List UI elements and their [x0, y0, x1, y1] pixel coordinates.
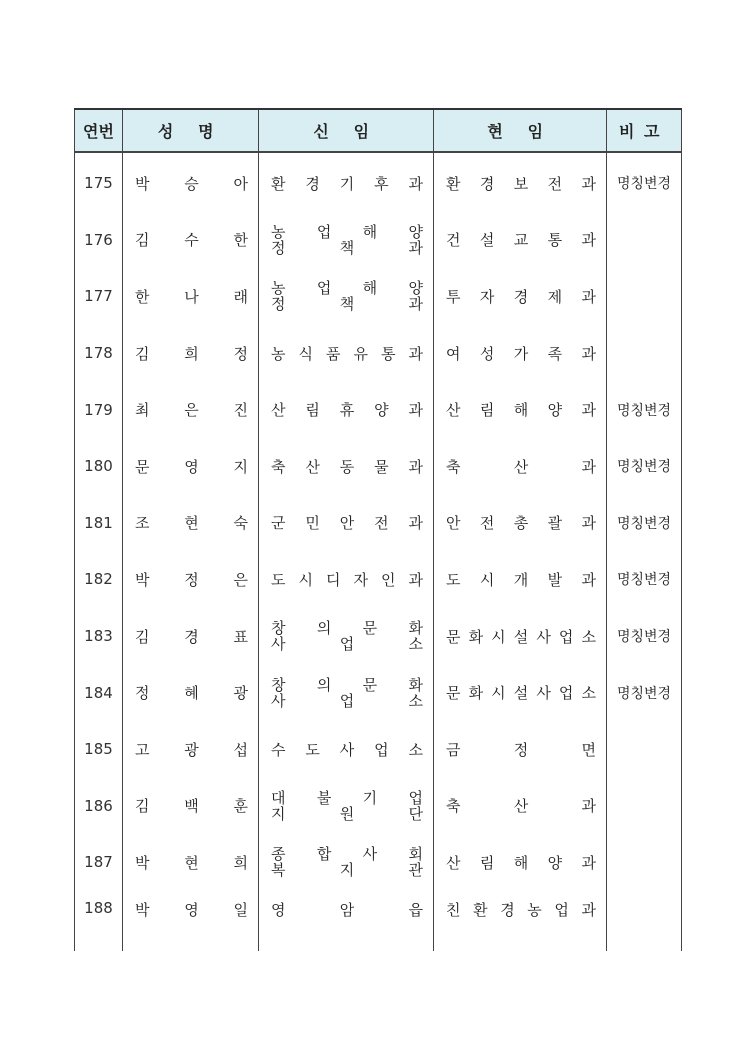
table-row: [75, 381, 682, 438]
header-no: 연번: [75, 109, 123, 152]
cell-new-post: [259, 212, 434, 269]
cell-text: 축 산 과: [446, 797, 596, 816]
cell-no: 186: [75, 778, 123, 835]
cell-current-post: [434, 891, 607, 951]
table-row: [75, 325, 682, 382]
cell-text: 영 암 읍: [271, 900, 423, 919]
personnel-table: [74, 108, 682, 951]
cell-name: [123, 834, 259, 891]
cell-new-post: [259, 495, 434, 552]
cell-remark: 명칭변경: [607, 152, 682, 212]
cell-text: 최 은 진: [135, 401, 248, 420]
cell-new-post: [259, 381, 434, 438]
cell-new-post: [259, 551, 434, 608]
cell-text: 종 합 사 회 복 지 관: [271, 845, 423, 880]
cell-name: [123, 212, 259, 269]
cell-new-post: [259, 834, 434, 891]
cell-text: 창 의 문 화 사 업 소: [271, 619, 423, 654]
cell-new-post: [259, 778, 434, 835]
cell-text: 고 광 섭: [135, 740, 248, 759]
cell-new-post: [259, 721, 434, 778]
cell-text: 박 영 일: [135, 900, 248, 919]
cell-new-post: [259, 664, 434, 721]
cell-text: 농 업 해 양 정 책 과: [271, 222, 423, 257]
cell-no: 182: [75, 551, 123, 608]
table-body: [75, 152, 682, 951]
cell-current-post: [434, 152, 607, 212]
cell-no: 183: [75, 608, 123, 665]
cell-remark: 명칭변경: [607, 438, 682, 495]
cell-remark: [607, 834, 682, 891]
table-row: [75, 778, 682, 835]
cell-no: 187: [75, 834, 123, 891]
cell-current-post: [434, 778, 607, 835]
cell-name: [123, 891, 259, 951]
cell-name: [123, 438, 259, 495]
cell-text: 김 백 훈: [135, 797, 248, 816]
cell-text: 환 경 보 전 과: [446, 174, 596, 193]
table-row: [75, 438, 682, 495]
cell-name: [123, 608, 259, 665]
cell-text: 축 산 과: [446, 457, 596, 476]
cell-text: 축 산 동 물 과: [271, 457, 423, 476]
cell-no: 180: [75, 438, 123, 495]
cell-current-post: [434, 721, 607, 778]
cell-remark: [607, 212, 682, 269]
cell-text: 군 민 안 전 과: [271, 514, 423, 533]
cell-current-post: [434, 664, 607, 721]
cell-remark: [607, 778, 682, 835]
cell-remark: 명칭변경: [607, 551, 682, 608]
cell-current-post: [434, 551, 607, 608]
cell-remark: [607, 721, 682, 778]
header-name: 성 명: [123, 109, 259, 152]
cell-text: 도 시 개 발 과: [446, 570, 596, 589]
cell-text: 산 림 휴 양 과: [271, 401, 423, 420]
cell-text: 문 영 지: [135, 457, 248, 476]
cell-text: 정 혜 광: [135, 684, 248, 703]
cell-text: 대 불 기 업 지 원 단: [271, 788, 423, 823]
cell-no: 177: [75, 268, 123, 325]
cell-text: 박 정 은: [135, 570, 248, 589]
cell-current-post: [434, 325, 607, 382]
cell-no: 188: [75, 891, 123, 951]
cell-new-post: [259, 891, 434, 951]
table-row: [75, 721, 682, 778]
cell-text: 문 화 시 설 사 업 소: [446, 684, 596, 703]
cell-remark: [607, 325, 682, 382]
cell-text: 수 도 사 업 소: [271, 740, 423, 759]
table-row: [75, 664, 682, 721]
table-header: [75, 109, 682, 152]
cell-name: [123, 551, 259, 608]
cell-text: 투 자 경 제 과: [446, 287, 596, 306]
cell-new-post: [259, 608, 434, 665]
cell-remark: 명칭변경: [607, 381, 682, 438]
cell-new-post: [259, 268, 434, 325]
cell-name: [123, 778, 259, 835]
cell-current-post: [434, 268, 607, 325]
cell-name: [123, 381, 259, 438]
cell-current-post: [434, 495, 607, 552]
cell-current-post: [434, 212, 607, 269]
cell-text: 도 시 디 자 인 과: [271, 570, 423, 589]
table-row: [75, 834, 682, 891]
cell-no: 178: [75, 325, 123, 382]
cell-remark: [607, 268, 682, 325]
cell-remark: 명칭변경: [607, 608, 682, 665]
cell-current-post: [434, 834, 607, 891]
cell-name: [123, 152, 259, 212]
cell-no: 175: [75, 152, 123, 212]
table-row: [75, 268, 682, 325]
cell-text: 여 성 가 족 과: [446, 344, 596, 363]
table-row: [75, 212, 682, 269]
cell-name: [123, 664, 259, 721]
table-row: [75, 152, 682, 212]
cell-text: 안 전 총 괄 과: [446, 514, 596, 533]
cell-text: 박 현 희: [135, 853, 248, 872]
cell-no: 176: [75, 212, 123, 269]
cell-text: 산 림 해 양 과: [446, 853, 596, 872]
cell-text: 농 업 해 양 정 책 과: [271, 279, 423, 314]
cell-current-post: [434, 438, 607, 495]
cell-text: 문 화 시 설 사 업 소: [446, 627, 596, 646]
cell-remark: 명칭변경: [607, 664, 682, 721]
cell-text: 창 의 문 화 사 업 소: [271, 675, 423, 710]
cell-name: [123, 325, 259, 382]
cell-no: 181: [75, 495, 123, 552]
cell-text: 한 나 래: [135, 287, 248, 306]
cell-current-post: [434, 381, 607, 438]
cell-current-post: [434, 608, 607, 665]
cell-text: 김 경 표: [135, 627, 248, 646]
cell-new-post: [259, 152, 434, 212]
cell-new-post: [259, 325, 434, 382]
header-new-post: 신 임: [259, 109, 434, 152]
cell-no: 185: [75, 721, 123, 778]
cell-text: 박 승 아: [135, 174, 248, 193]
cell-no: 184: [75, 664, 123, 721]
cell-text: 친 환 경 농 업 과: [446, 900, 596, 919]
table-row: [75, 495, 682, 552]
cell-no: 179: [75, 381, 123, 438]
cell-text: 김 수 한: [135, 231, 248, 250]
cell-name: [123, 721, 259, 778]
table-row: [75, 551, 682, 608]
header-remark: 비고: [607, 109, 682, 152]
table-row: [75, 608, 682, 665]
cell-text: 김 희 정: [135, 344, 248, 363]
cell-text: 금 정 면: [446, 740, 596, 759]
cell-text: 농 식 품 유 통 과: [271, 344, 423, 363]
cell-text: 산 림 해 양 과: [446, 401, 596, 420]
cell-text: 건 설 교 통 과: [446, 231, 596, 250]
cell-text: 조 현 숙: [135, 514, 248, 533]
cell-remark: [607, 891, 682, 951]
cell-new-post: [259, 438, 434, 495]
cell-name: [123, 495, 259, 552]
cell-name: [123, 268, 259, 325]
cell-remark: 명칭변경: [607, 495, 682, 552]
table-row: [75, 891, 682, 951]
cell-text: 환 경 기 후 과: [271, 174, 423, 193]
header-current-post: 현 임: [434, 109, 607, 152]
